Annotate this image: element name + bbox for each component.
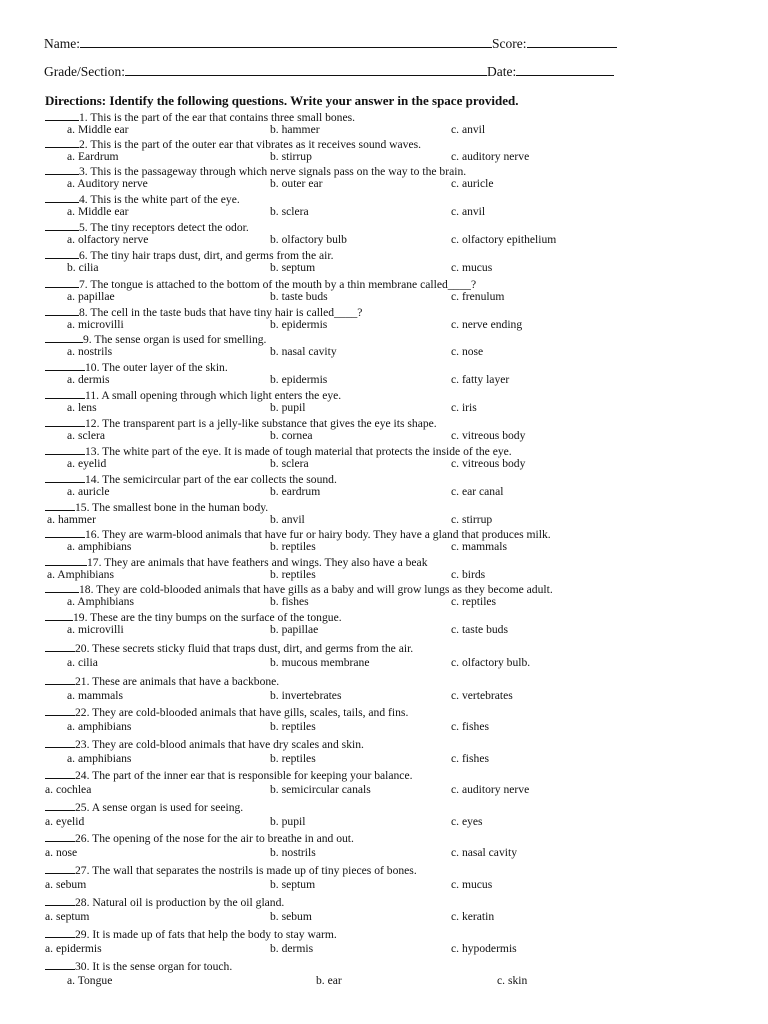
option-a: a. Middle ear: [67, 205, 129, 218]
option-c: c. mammals: [451, 540, 508, 553]
option-b: b. nasal cavity: [270, 345, 337, 358]
option-a: a. lens: [67, 401, 97, 414]
question-text: 19. These are the tiny bumps on the surface of the tongue.: [73, 611, 342, 624]
question-11: [45, 387, 341, 402]
answer-blank[interactable]: [45, 415, 85, 427]
question-21: [45, 673, 279, 688]
option-b: b. reptiles: [270, 720, 316, 733]
question-text: 12. The transparent part is a jelly-like substance that gives the eye its shape.: [85, 417, 437, 430]
option-a: a. microvilli: [67, 318, 124, 331]
option-b: b. septum: [270, 878, 316, 891]
option-a: a. cilia: [67, 656, 98, 669]
option-c: c. fatty layer: [451, 373, 510, 386]
question-text: 7. The tongue is attached to the bottom of the mouth by a thin membrane called____?: [79, 278, 477, 291]
option-c: c. vitreous body: [451, 429, 526, 442]
question-5: [45, 219, 249, 234]
question-27: [45, 862, 417, 877]
option-c: c. reptiles: [451, 595, 497, 608]
question-22: [45, 704, 408, 719]
date-label: Date:: [486, 64, 517, 79]
option-a: a. hammer: [47, 513, 96, 526]
answer-blank[interactable]: [45, 581, 79, 593]
option-b: b. anvil: [270, 513, 305, 526]
question-14: [45, 471, 337, 486]
option-b: b. sclera: [270, 205, 309, 218]
question-text: 16. They are warm-blood animals that have fur or hairy body. They have a gland that produces milk.: [85, 528, 551, 541]
question-20: [45, 640, 413, 655]
answer-blank[interactable]: [45, 136, 79, 148]
question-text: 29. It is made up of fats that help the body to stay warm.: [75, 928, 337, 941]
question-23: [45, 736, 364, 751]
option-a: a. nose: [45, 846, 78, 859]
answer-blank[interactable]: [45, 499, 75, 511]
answer-blank[interactable]: [45, 799, 75, 811]
answer-blank[interactable]: [45, 163, 79, 175]
option-c: c. birds: [451, 568, 486, 581]
answer-blank[interactable]: [45, 471, 85, 483]
question-2: [45, 136, 421, 151]
answer-blank[interactable]: [45, 304, 79, 316]
option-a: a. amphibians: [67, 720, 132, 733]
option-b: b. nostrils: [270, 846, 316, 859]
option-b: b. dermis: [270, 942, 314, 955]
option-c: c. eyes: [451, 815, 483, 828]
answer-blank[interactable]: [45, 276, 79, 288]
option-a: a. Tongue: [67, 974, 113, 987]
answer-blank[interactable]: [45, 862, 75, 874]
option-b: b. taste buds: [270, 290, 328, 303]
option-c: c. nasal cavity: [451, 846, 517, 859]
option-a: a. cochlea: [45, 783, 92, 796]
option-a: a. nostrils: [67, 345, 113, 358]
directions: Directions: Identify the following questions. Write your answer in the space provided.: [45, 93, 519, 108]
option-c: c. taste buds: [451, 623, 508, 636]
question-text: 17. They are animals that have feathers and wings. They also have a beak: [87, 556, 428, 569]
name-field[interactable]: [80, 35, 492, 48]
option-a: a. amphibians: [67, 752, 132, 765]
question-8: [45, 304, 362, 319]
option-b: b. olfactory bulb: [270, 233, 347, 246]
question-16: [45, 526, 551, 541]
option-c: c. nose: [451, 345, 484, 358]
question-text: 3. This is the passageway through which nerve signals pass on the way to the brain.: [79, 165, 467, 178]
answer-blank[interactable]: [45, 109, 79, 121]
answer-blank[interactable]: [45, 894, 75, 906]
option-a: a. olfactory nerve: [67, 233, 149, 246]
option-c: c. vitreous body: [451, 457, 526, 470]
option-a: a. eyelid: [45, 815, 85, 828]
answer-blank[interactable]: [45, 387, 85, 399]
question-text: 24. The part of the inner ear that is responsible for keeping your balance.: [75, 769, 413, 782]
name-row: [44, 35, 617, 52]
option-a: a. papillae: [67, 290, 115, 303]
question-text: 5. The tiny receptors detect the odor.: [79, 221, 249, 234]
option-b: b. hammer: [270, 123, 320, 136]
option-b: b. epidermis: [270, 373, 328, 386]
option-c: c. fishes: [451, 720, 489, 733]
question-text: 28. Natural oil is production by the oil gland.: [75, 896, 285, 909]
option-b: b. stirrup: [270, 150, 312, 163]
option-a: a. Eardrum: [67, 150, 119, 163]
question-text: 21. These are animals that have a backbone.: [75, 675, 280, 688]
option-b: b. mucous membrane: [270, 656, 370, 669]
option-a: a. Middle ear: [67, 123, 129, 136]
option-a: a. Auditory nerve: [67, 177, 148, 190]
answer-blank[interactable]: [45, 609, 73, 621]
option-a: a. auricle: [67, 485, 110, 498]
option-a: a. Amphibians: [47, 568, 114, 581]
option-c: c. anvil: [451, 205, 486, 218]
option-b: b. septum: [270, 261, 316, 274]
option-b: b. semicircular canals: [270, 783, 371, 796]
answer-blank[interactable]: [45, 767, 75, 779]
option-c: c. nerve ending: [451, 318, 523, 331]
option-b: b. outer ear: [270, 177, 323, 190]
option-c: c. ear canal: [451, 485, 504, 498]
question-6: [45, 247, 333, 262]
option-c: c. anvil: [451, 123, 486, 136]
grade-label: Grade/Section:: [44, 64, 125, 79]
answer-blank[interactable]: [45, 830, 75, 842]
question-24: [45, 767, 413, 782]
question-3: [45, 163, 466, 178]
option-a: a. sclera: [67, 429, 105, 442]
option-c: c. mucus: [451, 878, 493, 891]
option-c: c. olfactory epithelium: [451, 233, 557, 246]
question-10: [45, 359, 228, 374]
option-c: c. hypodermis: [451, 942, 517, 955]
question-13: [45, 443, 512, 458]
option-a: a. eyelid: [67, 457, 107, 470]
answer-blank[interactable]: [45, 640, 75, 652]
answer-blank[interactable]: [45, 247, 79, 259]
option-a: a. Amphibians: [67, 595, 134, 608]
answer-blank[interactable]: [45, 443, 85, 455]
question-text: 15. The smallest bone in the human body.: [75, 501, 269, 514]
option-c: c. frenulum: [451, 290, 505, 303]
score-label: Score:: [492, 36, 527, 51]
option-c: c. skin: [497, 974, 528, 987]
option-a: a. microvilli: [67, 623, 124, 636]
question-text: 26. The opening of the nose for the air to breathe in and out.: [75, 832, 354, 845]
question-text: 10. The outer layer of the skin.: [85, 361, 228, 374]
option-c: c. mucus: [451, 261, 493, 274]
question-text: 25. A sense organ is used for seeing.: [75, 801, 244, 814]
option-b: b. eardrum: [270, 485, 321, 498]
answer-blank[interactable]: [45, 359, 85, 371]
question-19: [45, 609, 342, 624]
option-b: b. reptiles: [270, 568, 316, 581]
option-c: c. auditory nerve: [451, 150, 530, 163]
question-26: [45, 830, 354, 845]
question-30: [45, 958, 232, 973]
question-text: 30. It is the sense organ for touch.: [75, 960, 233, 973]
question-text: 20. These secrets sticky fluid that traps dust, dirt, and germs from the air.: [75, 642, 414, 655]
question-1: [45, 109, 355, 124]
option-a: a. sebum: [45, 878, 87, 891]
answer-blank[interactable]: [45, 958, 75, 970]
option-b: b. reptiles: [270, 540, 316, 553]
question-text: 11. A small opening through which light enters the eye.: [85, 389, 342, 402]
date-field[interactable]: [516, 63, 614, 76]
question-25: [45, 799, 243, 814]
question-text: 23. They are cold-blood animals that have dry scales and skin.: [75, 738, 364, 751]
question-text: 14. The semicircular part of the ear collects the sound.: [85, 473, 337, 486]
name-label: Name:: [44, 36, 80, 51]
option-a: a. epidermis: [45, 942, 102, 955]
answer-blank[interactable]: [45, 526, 85, 538]
option-b: b. cornea: [270, 429, 313, 442]
question-18: [45, 581, 553, 596]
option-a: a. septum: [45, 910, 90, 923]
question-7: [45, 276, 476, 291]
option-a: b. cilia: [67, 261, 99, 274]
question-17: [45, 554, 428, 569]
option-a: a. amphibians: [67, 540, 132, 553]
question-15: [45, 499, 268, 514]
option-c: c. auricle: [451, 177, 494, 190]
question-text: 1. This is the part of the ear that contains three small bones.: [79, 111, 356, 124]
option-b: b. pupil: [270, 815, 306, 828]
answer-blank[interactable]: [45, 191, 79, 203]
option-a: a. dermis: [67, 373, 110, 386]
grade-field[interactable]: [125, 63, 487, 76]
question-28: [45, 894, 284, 909]
question-text: 18. They are cold-blooded animals that have gills as a baby and will grow lungs as they become adult.: [79, 583, 553, 596]
question-12: [45, 415, 437, 430]
option-a: a. mammals: [67, 689, 124, 702]
option-b: b. pupil: [270, 401, 306, 414]
option-c: c. keratin: [451, 910, 495, 923]
answer-blank[interactable]: [45, 736, 75, 748]
question-text: 8. The cell in the taste buds that have tiny hair is called____?: [79, 306, 363, 319]
question-9: [45, 331, 266, 346]
option-b: b. fishes: [270, 595, 309, 608]
option-b: b. invertebrates: [270, 689, 342, 702]
option-c: c. olfactory bulb.: [451, 656, 531, 669]
question-4: [45, 191, 240, 206]
grade-row: [44, 63, 614, 80]
answer-blank[interactable]: [45, 926, 75, 938]
question-text: 13. The white part of the eye. It is made of tough material that protects the inside of the eye.: [85, 445, 512, 458]
option-b: b. reptiles: [270, 752, 316, 765]
option-c: c. stirrup: [451, 513, 493, 526]
question-text: 6. The tiny hair traps dust, dirt, and germs from the air.: [79, 249, 334, 262]
question-text: 27. The wall that separates the nostrils is made up of tiny pieces of bones.: [75, 864, 417, 877]
answer-blank[interactable]: [45, 704, 75, 716]
option-c: c. auditory nerve: [451, 783, 530, 796]
answer-blank[interactable]: [45, 219, 79, 231]
option-b: b. epidermis: [270, 318, 328, 331]
option-c: c. vertebrates: [451, 689, 513, 702]
score-field[interactable]: [527, 35, 617, 48]
answer-blank[interactable]: [45, 673, 75, 685]
question-text: 9. The sense organ is used for smelling.: [83, 333, 267, 346]
question-text: 22. They are cold-blooded animals that have gills, scales, tails, and fins.: [75, 706, 409, 719]
answer-blank[interactable]: [45, 331, 83, 343]
answer-blank[interactable]: [45, 554, 87, 566]
question-text: 2. This is the part of the outer ear that vibrates as it receives sound waves.: [79, 138, 422, 151]
option-b: b. sclera: [270, 457, 309, 470]
option-c: c. iris: [451, 401, 477, 414]
question-text: 4. This is the white part of the eye.: [79, 193, 240, 206]
question-29: [45, 926, 337, 941]
option-b: b. ear: [316, 974, 342, 987]
option-b: b. papillae: [270, 623, 319, 636]
option-c: c. fishes: [451, 752, 489, 765]
option-b: b. sebum: [270, 910, 312, 923]
